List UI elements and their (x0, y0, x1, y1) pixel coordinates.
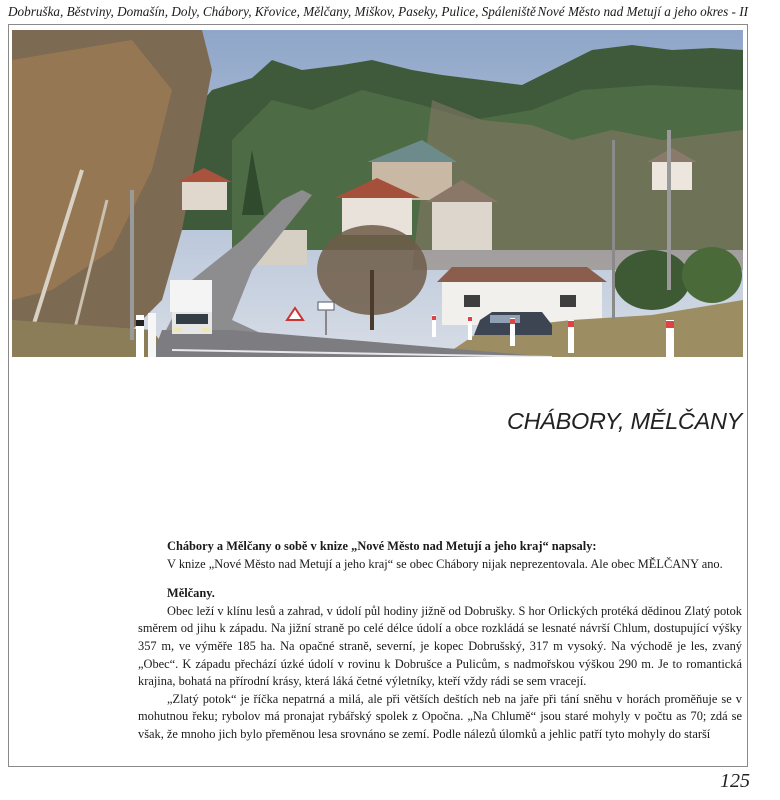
melcany-heading: Mělčany. (167, 586, 215, 601)
running-head (8, 4, 748, 24)
melcany-paragraph-1: Obec leží v klínu lesů a zahrad, v údolí půl hodiny jižně od Dobrušky. S hor Orlických protéká dědinou Zlatý potok směrem od jihu k západu. Na jižní straně po celé délce údolí a obce rozkládá se lesnaté návrší Chlum, dostupující výšky 357 m, ve výměře 185 ha. Na opačné straně, severní, je kopec Dobrušský, 317 m vysoký. Na východě je les, zvaný „Obec“. K západu přechází úzké údolí v rovinu k Dobrušce a Pulicům, s nadmořskou výškou 290 m. Je to romantická krajina, bohatá na přírodní krásy, která láká četné výletníky, kteří vždy rádi se sem vracejí. (138, 603, 742, 689)
running-head-places: Dobruška, Běstviny, Domašín, Doly, Chábory, Křovice, Mělčany, Miškov, Paseky, Pulice, Spáleniště (8, 4, 536, 19)
section-title: CHÁBORY, MĚLČANY (506, 408, 742, 434)
page-number: 125 (720, 770, 750, 792)
intro-paragraph: V knize „Nové Město nad Metují a jeho kraj“ se obec Chábory nijak neprezentovala. Ale obec MĚLČANY ano. (167, 556, 723, 571)
village-photo (12, 30, 743, 357)
article-body (138, 538, 742, 744)
running-head-book-title: Nové Město nad Metují a jeho okres - II (537, 4, 748, 19)
intro-heading: Chábory a Mělčany o sobě v knize „Nové Město nad Metují a jeho kraj“ napsaly: (167, 539, 597, 553)
melcany-paragraph-2: „Zlatý potok“ je říčka nepatrná a milá, ale při větších deštích neb na jaře při tání sněhu v horách proměňuje se v mohutnou řeku; rybolov má pronajat rybářský spolek z Opočna. „Na Chlumě“ jsou staré mohyly v počtu as 70; zdá se však, že mnoho jich bylo přeměnou lesa srovnáno se zemí. Podle nálezů úlomků a jehlic patří tyto mohyly do starší (138, 691, 742, 741)
